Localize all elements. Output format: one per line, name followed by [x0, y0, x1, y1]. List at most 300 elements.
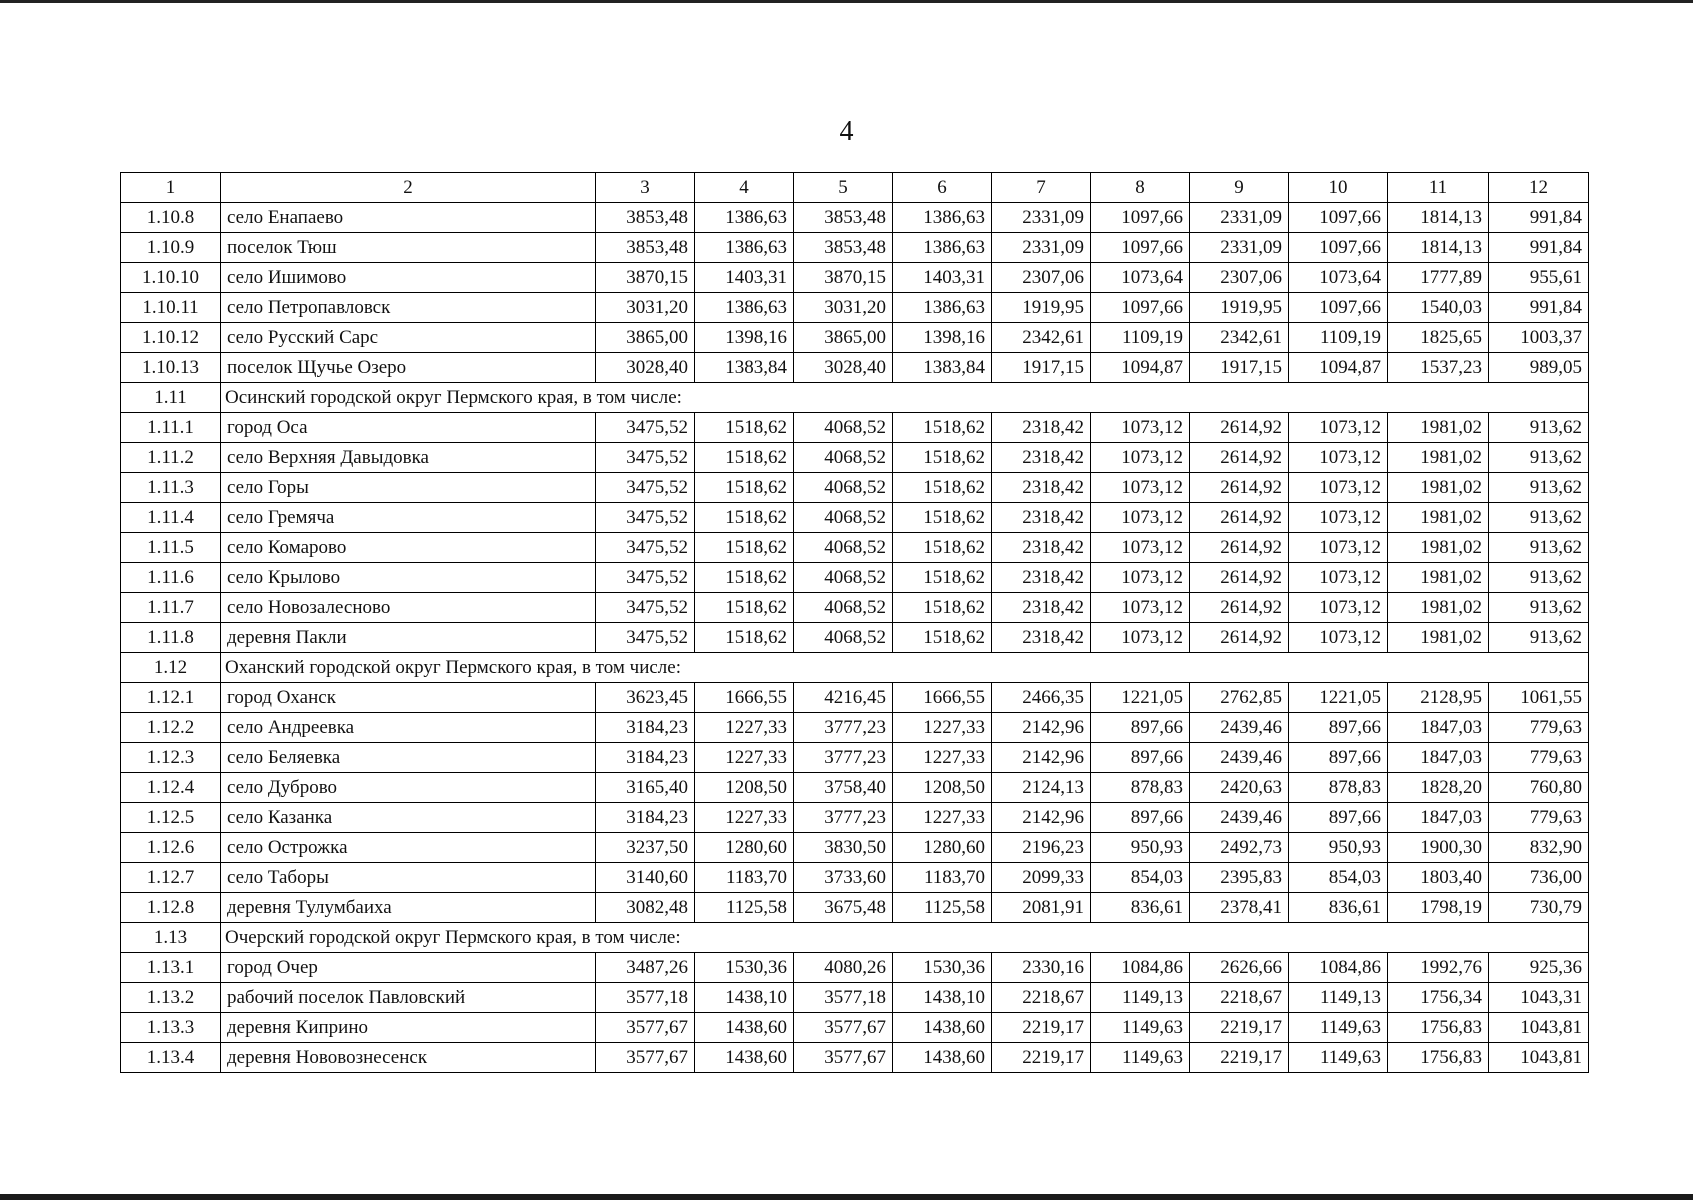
row-code: 1.10.9: [121, 233, 221, 263]
value-cell: 2331,09: [1190, 233, 1289, 263]
value-cell: 1043,81: [1489, 1013, 1589, 1043]
value-cell: 3184,23: [596, 803, 695, 833]
value-cell: 1109,19: [1091, 323, 1190, 353]
value-cell: 2614,92: [1190, 623, 1289, 653]
row-code: 1.13: [121, 923, 221, 953]
value-cell: 3865,00: [794, 323, 893, 353]
value-cell: 1992,76: [1388, 953, 1489, 983]
value-cell: 836,61: [1289, 893, 1388, 923]
value-cell: 1097,66: [1091, 293, 1190, 323]
header-cell: 2: [221, 173, 596, 203]
header-cell: 7: [992, 173, 1091, 203]
value-cell: 3853,48: [596, 203, 695, 233]
row-code: 1.11.3: [121, 473, 221, 503]
value-cell: 3475,52: [596, 533, 695, 563]
value-cell: 730,79: [1489, 893, 1589, 923]
value-cell: 3028,40: [794, 353, 893, 383]
value-cell: 1208,50: [893, 773, 992, 803]
value-cell: 3758,40: [794, 773, 893, 803]
row-name: село Ишимово: [221, 263, 596, 293]
value-cell: 2614,92: [1190, 533, 1289, 563]
table-row: [121, 863, 1589, 893]
value-cell: 3475,52: [596, 503, 695, 533]
value-cell: 2142,96: [992, 803, 1091, 833]
row-code: 1.12.7: [121, 863, 221, 893]
value-cell: 1221,05: [1289, 683, 1388, 713]
group-row: [121, 383, 1589, 413]
table-row: [121, 533, 1589, 563]
group-row: [121, 923, 1589, 953]
row-code: 1.12.6: [121, 833, 221, 863]
value-cell: 2219,17: [992, 1043, 1091, 1073]
value-cell: 4068,52: [794, 563, 893, 593]
value-cell: 2124,13: [992, 773, 1091, 803]
value-cell: 1403,31: [893, 263, 992, 293]
value-cell: 1227,33: [695, 713, 794, 743]
value-cell: 3777,23: [794, 743, 893, 773]
value-cell: 1386,63: [695, 233, 794, 263]
value-cell: 1438,10: [893, 983, 992, 1013]
value-cell: 1073,12: [1091, 593, 1190, 623]
value-cell: 1398,16: [695, 323, 794, 353]
value-cell: 1227,33: [695, 803, 794, 833]
row-code: 1.11.1: [121, 413, 221, 443]
value-cell: 1518,62: [695, 593, 794, 623]
value-cell: 1438,60: [695, 1013, 794, 1043]
row-name: поселок Тюш: [221, 233, 596, 263]
row-name: поселок Щучье Озеро: [221, 353, 596, 383]
header-cell: 9: [1190, 173, 1289, 203]
value-cell: 1084,86: [1091, 953, 1190, 983]
value-cell: 1073,12: [1091, 563, 1190, 593]
value-cell: 1125,58: [695, 893, 794, 923]
value-cell: 1537,23: [1388, 353, 1489, 383]
value-cell: 2762,85: [1190, 683, 1289, 713]
value-cell: 1917,15: [1190, 353, 1289, 383]
value-cell: 2219,17: [1190, 1043, 1289, 1073]
value-cell: 1149,13: [1289, 983, 1388, 1013]
value-cell: 1814,13: [1388, 233, 1489, 263]
value-cell: 2439,46: [1190, 743, 1289, 773]
value-cell: 1043,31: [1489, 983, 1589, 1013]
value-cell: 3870,15: [794, 263, 893, 293]
value-cell: 2330,16: [992, 953, 1091, 983]
row-code: 1.11.4: [121, 503, 221, 533]
value-cell: 3082,48: [596, 893, 695, 923]
table-row: [121, 503, 1589, 533]
value-cell: 1900,30: [1388, 833, 1489, 863]
value-cell: 913,62: [1489, 413, 1589, 443]
value-cell: 2318,42: [992, 503, 1091, 533]
value-cell: 760,80: [1489, 773, 1589, 803]
row-name: село Новозалесново: [221, 593, 596, 623]
row-code: 1.13.4: [121, 1043, 221, 1073]
value-cell: 2614,92: [1190, 503, 1289, 533]
value-cell: 3853,48: [596, 233, 695, 263]
value-cell: 1438,10: [695, 983, 794, 1013]
value-cell: 3830,50: [794, 833, 893, 863]
value-cell: 1073,12: [1289, 533, 1388, 563]
value-cell: 2439,46: [1190, 803, 1289, 833]
value-cell: 1221,05: [1091, 683, 1190, 713]
value-cell: 991,84: [1489, 293, 1589, 323]
value-cell: 3475,52: [596, 593, 695, 623]
value-cell: 1061,55: [1489, 683, 1589, 713]
value-cell: 1227,33: [893, 743, 992, 773]
value-cell: 2614,92: [1190, 413, 1289, 443]
value-cell: 1530,36: [695, 953, 794, 983]
value-cell: 3777,23: [794, 713, 893, 743]
value-cell: 3853,48: [794, 233, 893, 263]
value-cell: 1073,12: [1289, 503, 1388, 533]
value-cell: 3577,67: [596, 1013, 695, 1043]
value-cell: 2307,06: [992, 263, 1091, 293]
group-title: Оханский городской округ Пермского края, в том числе:: [221, 653, 1589, 683]
table-row: [121, 293, 1589, 323]
table-row: [121, 743, 1589, 773]
value-cell: 1084,86: [1289, 953, 1388, 983]
row-name: деревня Тулумбаиха: [221, 893, 596, 923]
header-cell: 11: [1388, 173, 1489, 203]
value-cell: 878,83: [1091, 773, 1190, 803]
header-cell: 3: [596, 173, 695, 203]
value-cell: 1280,60: [695, 833, 794, 863]
value-cell: 913,62: [1489, 533, 1589, 563]
value-cell: 1227,33: [893, 803, 992, 833]
value-cell: 2128,95: [1388, 683, 1489, 713]
value-cell: 1438,60: [893, 1013, 992, 1043]
header-cell: 4: [695, 173, 794, 203]
value-cell: 4068,52: [794, 503, 893, 533]
value-cell: 1227,33: [893, 713, 992, 743]
value-cell: 1518,62: [893, 503, 992, 533]
value-cell: 1518,62: [695, 473, 794, 503]
value-cell: 1073,12: [1289, 443, 1388, 473]
value-cell: 913,62: [1489, 623, 1589, 653]
value-cell: 1073,12: [1091, 623, 1190, 653]
value-cell: 779,63: [1489, 803, 1589, 833]
value-cell: 3237,50: [596, 833, 695, 863]
value-cell: 1149,63: [1091, 1013, 1190, 1043]
value-cell: 1149,63: [1091, 1043, 1190, 1073]
value-cell: 1073,64: [1289, 263, 1388, 293]
table-row: [121, 1013, 1589, 1043]
value-cell: 1109,19: [1289, 323, 1388, 353]
group-row: [121, 653, 1589, 683]
value-cell: 1386,63: [893, 233, 992, 263]
value-cell: 3577,18: [596, 983, 695, 1013]
header-cell: 5: [794, 173, 893, 203]
row-name: село Комарово: [221, 533, 596, 563]
value-cell: 1438,60: [893, 1043, 992, 1073]
row-name: село Петропавловск: [221, 293, 596, 323]
value-cell: 897,66: [1091, 743, 1190, 773]
value-cell: 913,62: [1489, 563, 1589, 593]
value-cell: 913,62: [1489, 593, 1589, 623]
value-cell: 913,62: [1489, 473, 1589, 503]
row-name: село Острожка: [221, 833, 596, 863]
value-cell: 1666,55: [695, 683, 794, 713]
row-name: село Горы: [221, 473, 596, 503]
value-cell: 4068,52: [794, 413, 893, 443]
value-cell: 913,62: [1489, 443, 1589, 473]
value-cell: 3487,26: [596, 953, 695, 983]
row-name: село Андреевка: [221, 713, 596, 743]
row-code: 1.11.6: [121, 563, 221, 593]
value-cell: 950,93: [1091, 833, 1190, 863]
value-cell: 1386,63: [893, 203, 992, 233]
value-cell: 955,61: [1489, 263, 1589, 293]
value-cell: 2318,42: [992, 563, 1091, 593]
value-cell: 878,83: [1289, 773, 1388, 803]
row-code: 1.13.1: [121, 953, 221, 983]
row-name: село Енапаево: [221, 203, 596, 233]
value-cell: 2342,61: [1190, 323, 1289, 353]
table-row: [121, 893, 1589, 923]
value-cell: 1097,66: [1289, 233, 1388, 263]
group-title: Осинский городской округ Пермского края, в том числе:: [221, 383, 1589, 413]
value-cell: 897,66: [1289, 713, 1388, 743]
value-cell: 2318,42: [992, 593, 1091, 623]
row-code: 1.13.2: [121, 983, 221, 1013]
header-row: [121, 173, 1589, 203]
value-cell: 1919,95: [1190, 293, 1289, 323]
value-cell: 3184,23: [596, 713, 695, 743]
value-cell: 1073,64: [1091, 263, 1190, 293]
value-cell: 2466,35: [992, 683, 1091, 713]
value-cell: 1073,12: [1091, 533, 1190, 563]
value-cell: 2318,42: [992, 533, 1091, 563]
table-row: [121, 563, 1589, 593]
table-row: [121, 233, 1589, 263]
value-cell: 1828,20: [1388, 773, 1489, 803]
header-cell: 10: [1289, 173, 1388, 203]
page-number: 4: [839, 116, 854, 147]
value-cell: 897,66: [1091, 803, 1190, 833]
value-cell: 2342,61: [992, 323, 1091, 353]
value-cell: 1280,60: [893, 833, 992, 863]
value-cell: 1149,63: [1289, 1043, 1388, 1073]
value-cell: 1666,55: [893, 683, 992, 713]
value-cell: 3865,00: [596, 323, 695, 353]
table-row: [121, 263, 1589, 293]
value-cell: 2626,66: [1190, 953, 1289, 983]
value-cell: 2142,96: [992, 743, 1091, 773]
value-cell: 897,66: [1091, 713, 1190, 743]
value-cell: 1073,12: [1289, 623, 1388, 653]
value-cell: 1094,87: [1091, 353, 1190, 383]
table-row: [121, 323, 1589, 353]
value-cell: 1094,87: [1289, 353, 1388, 383]
value-cell: 836,61: [1091, 893, 1190, 923]
row-code: 1.12.8: [121, 893, 221, 923]
value-cell: 2395,83: [1190, 863, 1289, 893]
value-cell: 3675,48: [794, 893, 893, 923]
value-cell: 1847,03: [1388, 713, 1489, 743]
value-cell: 1518,62: [893, 533, 992, 563]
row-name: село Казанка: [221, 803, 596, 833]
value-cell: 1981,02: [1388, 533, 1489, 563]
row-code: 1.10.11: [121, 293, 221, 323]
row-code: 1.13.3: [121, 1013, 221, 1043]
header-cell: 12: [1489, 173, 1589, 203]
row-name: село Дуброво: [221, 773, 596, 803]
value-cell: 3577,67: [596, 1043, 695, 1073]
value-cell: 1149,13: [1091, 983, 1190, 1013]
value-cell: 2318,42: [992, 443, 1091, 473]
value-cell: 1518,62: [893, 443, 992, 473]
value-cell: 2218,67: [992, 983, 1091, 1013]
row-code: 1.11.8: [121, 623, 221, 653]
value-cell: 4068,52: [794, 473, 893, 503]
row-code: 1.12.1: [121, 683, 221, 713]
value-cell: 1386,63: [695, 293, 794, 323]
value-cell: 3031,20: [794, 293, 893, 323]
row-name: село Верхняя Давыдовка: [221, 443, 596, 473]
table-row: [121, 683, 1589, 713]
value-cell: 1847,03: [1388, 803, 1489, 833]
value-cell: 1386,63: [893, 293, 992, 323]
value-cell: 1981,02: [1388, 593, 1489, 623]
row-code: 1.11: [121, 383, 221, 413]
row-code: 1.12.5: [121, 803, 221, 833]
table-row: [121, 953, 1589, 983]
value-cell: 1803,40: [1388, 863, 1489, 893]
value-cell: 1208,50: [695, 773, 794, 803]
row-name: город Оханск: [221, 683, 596, 713]
table-row: [121, 1043, 1589, 1073]
table-row: [121, 623, 1589, 653]
value-cell: 897,66: [1289, 743, 1388, 773]
value-cell: 1097,66: [1289, 293, 1388, 323]
table-body: [121, 173, 1589, 1073]
row-code: 1.11.2: [121, 443, 221, 473]
value-cell: 1043,81: [1489, 1043, 1589, 1073]
value-cell: 1981,02: [1388, 443, 1489, 473]
table-row: [121, 203, 1589, 233]
value-cell: 1919,95: [992, 293, 1091, 323]
value-cell: 1518,62: [695, 413, 794, 443]
value-cell: 3577,18: [794, 983, 893, 1013]
value-cell: 1073,12: [1289, 563, 1388, 593]
table-row: [121, 833, 1589, 863]
value-cell: 1981,02: [1388, 563, 1489, 593]
value-cell: 1518,62: [893, 593, 992, 623]
value-cell: 1227,33: [695, 743, 794, 773]
value-cell: 1073,12: [1091, 473, 1190, 503]
value-cell: 736,00: [1489, 863, 1589, 893]
value-cell: 1981,02: [1388, 503, 1489, 533]
value-cell: 1097,66: [1289, 203, 1388, 233]
row-name: село Таборы: [221, 863, 596, 893]
value-cell: 2331,09: [992, 233, 1091, 263]
value-cell: 2331,09: [992, 203, 1091, 233]
value-cell: 3028,40: [596, 353, 695, 383]
value-cell: 3853,48: [794, 203, 893, 233]
table-row: [121, 803, 1589, 833]
value-cell: 1149,63: [1289, 1013, 1388, 1043]
value-cell: 3475,52: [596, 443, 695, 473]
value-cell: 3475,52: [596, 413, 695, 443]
value-cell: 2318,42: [992, 473, 1091, 503]
table-row: [121, 713, 1589, 743]
value-cell: 1756,83: [1388, 1013, 1489, 1043]
value-cell: 4068,52: [794, 593, 893, 623]
value-cell: 1518,62: [695, 503, 794, 533]
value-cell: 1756,34: [1388, 983, 1489, 1013]
value-cell: 2318,42: [992, 623, 1091, 653]
value-cell: 2219,17: [1190, 1013, 1289, 1043]
value-cell: 897,66: [1289, 803, 1388, 833]
value-cell: 1981,02: [1388, 413, 1489, 443]
value-cell: 1073,12: [1289, 413, 1388, 443]
value-cell: 1125,58: [893, 893, 992, 923]
value-cell: 1981,02: [1388, 473, 1489, 503]
value-cell: 2142,96: [992, 713, 1091, 743]
value-cell: 1073,12: [1091, 503, 1190, 533]
row-code: 1.12.4: [121, 773, 221, 803]
value-cell: 2614,92: [1190, 563, 1289, 593]
row-code: 1.12.2: [121, 713, 221, 743]
value-cell: 3475,52: [596, 563, 695, 593]
value-cell: 1518,62: [695, 563, 794, 593]
value-cell: 989,05: [1489, 353, 1589, 383]
group-title: Очерский городской округ Пермского края, в том числе:: [221, 923, 1589, 953]
value-cell: 3870,15: [596, 263, 695, 293]
value-cell: 1518,62: [695, 443, 794, 473]
value-cell: 4068,52: [794, 533, 893, 563]
value-cell: 1518,62: [695, 623, 794, 653]
row-name: село Крылово: [221, 563, 596, 593]
value-cell: 4216,45: [794, 683, 893, 713]
value-cell: 2307,06: [1190, 263, 1289, 293]
row-name: село Беляевка: [221, 743, 596, 773]
table-row: [121, 773, 1589, 803]
row-code: 1.12: [121, 653, 221, 683]
value-cell: 1438,60: [695, 1043, 794, 1073]
value-cell: 3031,20: [596, 293, 695, 323]
value-cell: 2318,42: [992, 413, 1091, 443]
row-name: город Оса: [221, 413, 596, 443]
value-cell: 1097,66: [1091, 203, 1190, 233]
row-name: село Гремяча: [221, 503, 596, 533]
value-cell: 2492,73: [1190, 833, 1289, 863]
value-cell: 1518,62: [695, 533, 794, 563]
value-cell: 1518,62: [893, 413, 992, 443]
value-cell: 1917,15: [992, 353, 1091, 383]
value-cell: 1798,19: [1388, 893, 1489, 923]
value-cell: 1540,03: [1388, 293, 1489, 323]
value-cell: 1073,12: [1289, 593, 1388, 623]
header-cell: 1: [121, 173, 221, 203]
row-name: город Очер: [221, 953, 596, 983]
value-cell: 1518,62: [893, 473, 992, 503]
row-code: 1.10.13: [121, 353, 221, 383]
value-cell: 2378,41: [1190, 893, 1289, 923]
value-cell: 1518,62: [893, 623, 992, 653]
value-cell: 2420,63: [1190, 773, 1289, 803]
value-cell: 1386,63: [695, 203, 794, 233]
scan-edge-bottom: [0, 1194, 1693, 1200]
header-cell: 8: [1091, 173, 1190, 203]
value-cell: 991,84: [1489, 203, 1589, 233]
value-cell: 2614,92: [1190, 443, 1289, 473]
value-cell: 1814,13: [1388, 203, 1489, 233]
value-cell: 779,63: [1489, 743, 1589, 773]
value-cell: 3623,45: [596, 683, 695, 713]
value-cell: 779,63: [1489, 713, 1589, 743]
value-cell: 1847,03: [1388, 743, 1489, 773]
